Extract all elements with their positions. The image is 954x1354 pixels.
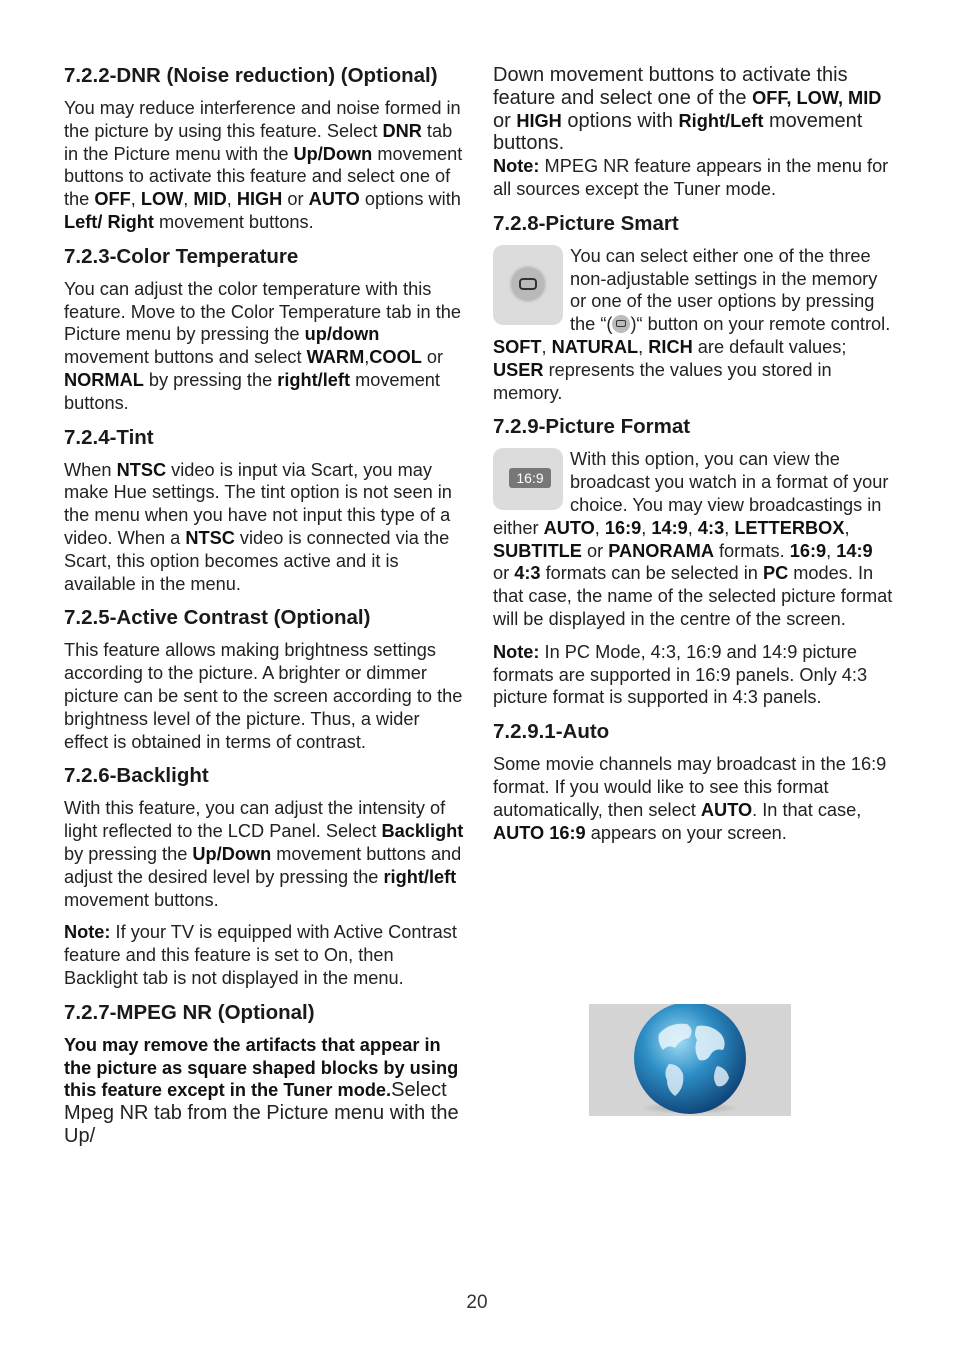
- section-title-mpeg-nr: 7.2.7-MPEG NR (Optional): [64, 1000, 315, 1024]
- section-title-auto: 7.2.9.1-Auto: [493, 720, 610, 744]
- section-title-color-temperature: 7.2.3-Color Temperature: [64, 244, 299, 268]
- auto-paragraph: Some movie channels may broadcast in the 16:9 format. If you would like to see this format automatically, then select AUTO. In that case, AUTO 16:9 appears on your screen.: [493, 754, 887, 843]
- globe-image: [589, 1004, 791, 1116]
- left-column: [64, 64, 464, 1158]
- active-contrast-paragraph: This feature allows making brightness settings according to the picture. A brighter or dimmer picture can be sent to the screen according to the brightness level of the picture. Thus, a wider effect is obtained in terms of contrast.: [64, 640, 463, 752]
- picture-format-button-illustration: [493, 448, 563, 510]
- section-title-picture-smart: 7.2.8-Picture Smart: [493, 211, 679, 235]
- section-title-active-contrast: 7.2.5-Active Contrast (Optional): [64, 606, 371, 630]
- mpeg-nr-paragraph: You may remove the artifacts that appear in the picture as square shaped blocks by using this feature except in the Tuner mode.Select Mpeg NR tab from the Picture menu with the Up/: [64, 1034, 459, 1147]
- picture-smart-button-illustration: [493, 245, 563, 325]
- page-number: 20: [466, 1292, 488, 1313]
- color-temperature-paragraph: You can adjust the color temperature with this feature. Move to the Color Temperature tab in the Picture menu by pressing the up/down movement buttons and select WARM,COOL or NORMAL by pressing the right/left movement buttons.: [64, 278, 461, 413]
- section-title-tint: 7.2.4-Tint: [64, 425, 154, 449]
- inline-picture-button-icon: [612, 315, 630, 333]
- aspect-ratio-icon: 16:9: [509, 468, 551, 488]
- mpeg-nr-continued-paragraph: Down movement buttons to activate this feature and select one of the OFF, LOW, MID or HIGH options with Right/Left movement buttons.: [493, 64, 882, 155]
- section-title-backlight: 7.2.6-Backlight: [64, 764, 209, 788]
- mpeg-nr-note: Note: MPEG NR feature appears in the menu for all sources except the Tuner mode.: [493, 156, 889, 199]
- dnr-paragraph: You may reduce interference and noise formed in the picture by using this feature. Select DNR tab in the Picture menu with the Up/Down movement buttons to activate this feature and select one of the OFF, LOW, MID, HIGH or AUTO options with Left/ Right movement buttons.: [64, 98, 463, 232]
- picture-format-paragraph: 16:9 With this option, you can view the broadcast you watch in a format of your choice. You may view broadcastings in either AUTO, 16:9, 14:9, 4:3, LETTERBOX, SUBTITLE or PANORAMA formats. 16:9, 14:9 or 4:3 formats can be selected in PC modes. In that case, the name of the selected picture format will be displayed in the centre of the screen.: [493, 449, 893, 629]
- backlight-note: Note: If your TV is equipped with Active Contrast feature and this feature is set to On, then Backlight tab is not displayed in the menu.: [64, 922, 457, 988]
- globe-icon: [589, 1004, 791, 1116]
- section-title-picture-format: 7.2.9-Picture Format: [493, 415, 691, 439]
- backlight-paragraph: With this feature, you can adjust the intensity of light reflected to the LCD Panel. Select Backlight by pressing the Up/Down movement buttons and adjust the desired level by pressing the right/left movement buttons.: [64, 798, 464, 910]
- tint-paragraph: When NTSC video is input via Scart, you may make Hue settings. The tint option is not seen in the menu when you have not input this type of a video. When a NTSC video is connected via the Scart, this option becomes active and it is available in the menu.: [64, 459, 452, 594]
- picture-smart-paragraph: You can select either one of the three non-adjustable settings in the memory or one of the user options by pressing the “( )“ button on your remote control. SOFT, NATURAL, RICH are default values; USER represents the values you stored in memory.: [493, 245, 891, 403]
- section-title-dnr: 7.2.2-DNR (Noise reduction) (Optional): [64, 64, 438, 87]
- remote-picture-button-icon: [509, 265, 547, 303]
- picture-format-note: Note: In PC Mode, 4:3, 16:9 and 14:9 picture formats are supported in 16:9 panels. Only 4:3 picture format is supported in 4:3 panels.: [493, 641, 868, 708]
- right-column: [493, 64, 893, 854]
